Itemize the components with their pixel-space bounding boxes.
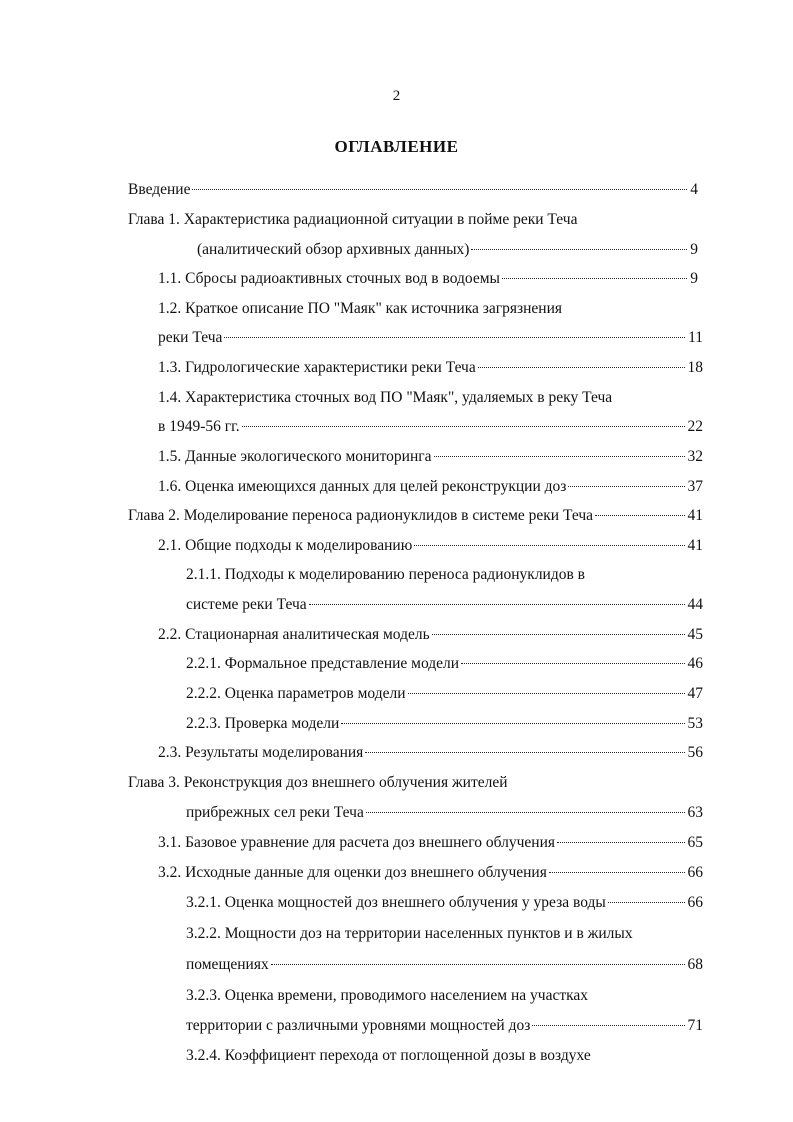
page-title: ОГЛАВЛЕНИЕ <box>334 137 459 156</box>
toc-entry: 2.2.1. Формальное представление модели 46 <box>186 655 703 672</box>
toc-entry: в 1949-56 гг. 22 <box>158 418 703 435</box>
toc-entry: Глава 2. Моделирование переноса радионуклидов в системе реки Теча 41 <box>128 507 703 524</box>
toc-entry: 1.4. Характеристика сточных вод ПО "Маяк", удаляемых в реку Теча <box>158 389 613 406</box>
toc-entry: 2.2.2. Оценка параметров модели 47 <box>186 685 703 702</box>
toc-entry: 1.2. Краткое описание ПО "Маяк" как источника загрязнения <box>158 300 563 317</box>
toc-entry: 3.2.1. Оценка мощностей доз внешнего облучения у уреза воды 66 <box>186 894 703 911</box>
toc-entry: прибрежных сел реки Теча 63 <box>186 804 703 821</box>
toc-entry: 3.2. Исходные данные для оценки доз внешнего облучения 66 <box>158 864 703 881</box>
toc-entry: Глава 3. Реконструкция доз внешнего облучения жителей <box>128 774 508 791</box>
toc-entry: 1.6. Оценка имеющихся данных для целей реконструкции доз 37 <box>158 478 703 495</box>
toc-entry: системе реки Теча 44 <box>186 596 703 613</box>
toc-entry: 3.2.2. Мощности доз на территории населенных пунктов и в жилых <box>186 925 633 942</box>
toc-entry: территории с различными уровнями мощностей доз 71 <box>186 1017 703 1034</box>
toc-entry: 1.3. Гидрологические характеристики реки Теча 18 <box>158 359 703 376</box>
toc-entry: 1.5. Данные экологического мониторинга 32 <box>158 448 703 465</box>
toc-entry: 2.1.1. Подходы к моделированию переноса радионуклидов в <box>186 566 585 583</box>
toc-entry: 3.1. Базовое уравнение для расчета доз внешнего облучения 65 <box>158 834 703 851</box>
toc-entry: 2.2.3. Проверка модели 53 <box>186 715 703 732</box>
page-number: 2 <box>392 88 401 104</box>
toc-entry: 3.2.4. Коэффициент перехода от поглощенной дозы в воздухе <box>186 1047 591 1064</box>
toc-entry: 2.1. Общие подходы к моделированию 41 <box>158 537 703 554</box>
toc-entry: (аналитический обзор архивных данных) 9 <box>197 241 698 258</box>
toc-entry: Глава 1. Характеристика радиационной ситуации в пойме реки Теча <box>128 211 578 228</box>
toc-entry: Введение 4 <box>128 181 698 198</box>
toc-entry: 1.1. Сбросы радиоактивных сточных вод в водоемы 9 <box>158 270 698 287</box>
toc-entry: 2.3. Результаты моделирования 56 <box>158 744 703 761</box>
toc-entry: реки Теча 11 <box>158 329 703 346</box>
toc-entry: 3.2.3. Оценка времени, проводимого населением на участках <box>186 987 589 1004</box>
toc-entry: помещениях 68 <box>186 956 703 973</box>
toc-entry: 2.2. Стационарная аналитическая модель 45 <box>158 626 703 643</box>
